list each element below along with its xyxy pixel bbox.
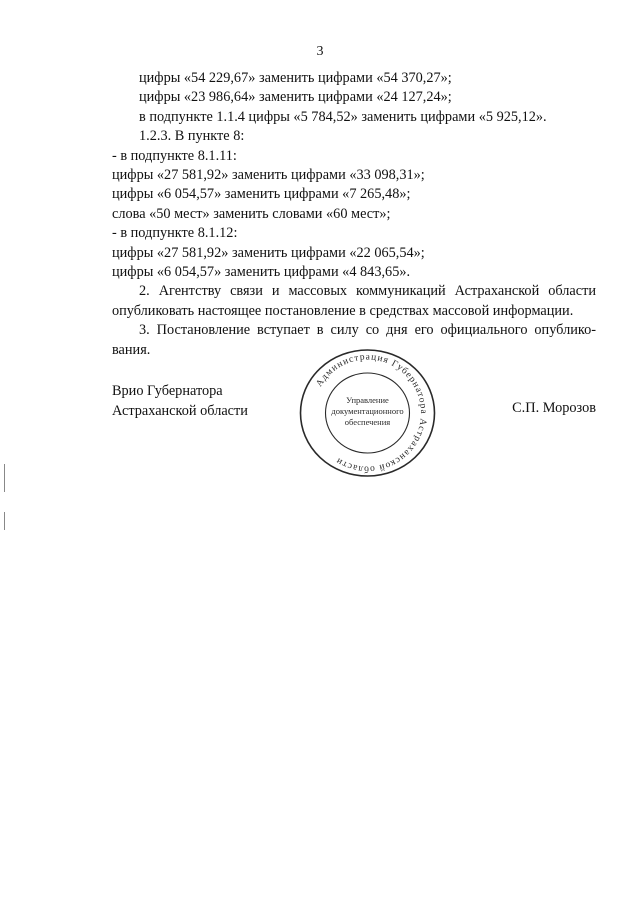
paragraph-3-line-2: вания. — [112, 341, 151, 358]
text-line-3: в подпункте 1.1.4 цифры «5 784,52» заменить цифрами «5 925,12». — [139, 108, 547, 125]
text-line-2: цифры «23 986,64» заменить цифрами «24 127,24»; — [139, 89, 452, 106]
seal-center-line-3: обеспечения — [344, 417, 391, 427]
signatory-title-line-2: Астраханской области — [112, 403, 248, 419]
text-line-1: цифры «54 229,67» заменить цифрами «54 370,27»; — [139, 70, 452, 86]
signatory-title-line-1: Врио Губернатора — [112, 383, 223, 399]
text-line-9: - в подпункте 8.1.12: — [112, 225, 238, 242]
paragraph-2-line-1: 2. Агентству связи и массовых коммуникаций Астраханской области — [139, 283, 596, 300]
text-line-4: 1.2.3. В пункте 8: — [139, 128, 245, 145]
text-line-11: цифры «6 054,57» заменить цифрами «4 843,65». — [112, 264, 411, 281]
text-line-5: - в подпункте 8.1.11: — [112, 147, 237, 164]
scan-margin-mark-1 — [4, 464, 5, 492]
scan-margin-mark-2 — [4, 512, 5, 530]
official-seal-stamp — [296, 347, 439, 479]
seal-center-line-1: Управление — [346, 395, 389, 405]
page-number: 3 — [316, 44, 324, 59]
document-body — [112, 69, 596, 360]
text-line-10: цифры «27 581,92» заменить цифрами «22 065,54»; — [112, 244, 425, 261]
seal-ring-text-path: Администрация Губернатора Астраханской области — [314, 352, 429, 474]
text-line-7: цифры «6 054,57» заменить цифрами «7 265,48»; — [112, 186, 411, 203]
text-line-8: слова «50 мест» заменить словами «60 мест»; — [112, 205, 391, 222]
text-line-6: цифры «27 581,92» заменить цифрами «33 098,31»; — [112, 167, 425, 184]
paragraph-2-line-2: опубликовать настоящее постановление в средствах массовой информации. — [112, 302, 574, 319]
paragraph-3-line-1: 3. Постановление вступает в силу со дня его официального опублико- — [139, 322, 596, 339]
seal-center-line-2: документационного — [331, 406, 404, 416]
signatory-title — [112, 381, 248, 421]
signatory-name: С.П. Морозов — [512, 400, 596, 416]
